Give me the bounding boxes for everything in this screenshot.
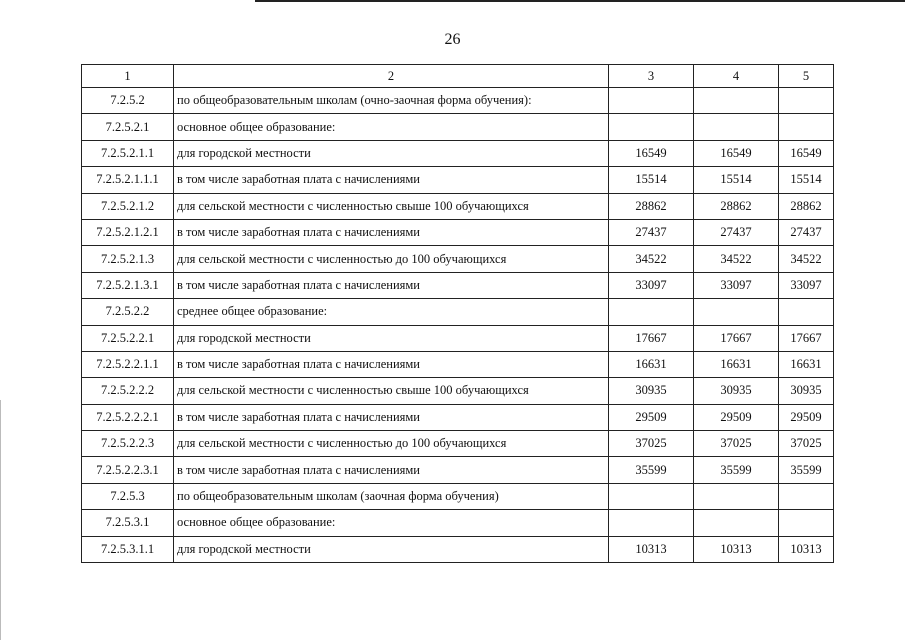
row-value-col3-cell	[609, 299, 694, 325]
column-header-4: 4	[694, 65, 779, 88]
row-code-cell: 7.2.5.2.1.1	[82, 140, 174, 166]
row-code-cell: 7.2.5.2.2.1.1	[82, 351, 174, 377]
row-description-cell: в том числе заработная плата с начислениями	[174, 167, 609, 193]
table-row	[82, 193, 834, 219]
row-description-cell: основное общее образование:	[174, 114, 609, 140]
row-description-cell: по общеобразовательным школам (заочная форма обучения)	[174, 483, 609, 509]
row-value-col5-cell: 10313	[779, 536, 834, 562]
row-code-cell: 7.2.5.2.1.2	[82, 193, 174, 219]
row-description-cell: в том числе заработная плата с начислениями	[174, 404, 609, 430]
table-row	[82, 272, 834, 298]
row-value-col4-cell	[694, 88, 779, 114]
row-value-col4-cell: 34522	[694, 246, 779, 272]
row-value-col3-cell: 16549	[609, 140, 694, 166]
row-value-col4-cell: 27437	[694, 219, 779, 245]
row-value-col4-cell: 37025	[694, 431, 779, 457]
table-row	[82, 351, 834, 377]
row-code-cell: 7.2.5.2.2.2.1	[82, 404, 174, 430]
row-value-col5-cell: 15514	[779, 167, 834, 193]
row-description-cell: в том числе заработная плата с начислениями	[174, 272, 609, 298]
row-value-col5-cell: 28862	[779, 193, 834, 219]
table-row	[82, 404, 834, 430]
row-value-col5-cell: 29509	[779, 404, 834, 430]
row-description-cell: по общеобразовательным школам (очно-заочная форма обучения):	[174, 88, 609, 114]
row-description-cell: в том числе заработная плата с начислениями	[174, 219, 609, 245]
row-description-cell: среднее общее образование:	[174, 299, 609, 325]
row-value-col4-cell: 33097	[694, 272, 779, 298]
norms-table	[81, 64, 834, 563]
row-value-col4-cell: 17667	[694, 325, 779, 351]
row-value-col5-cell	[779, 510, 834, 536]
row-value-col3-cell: 10313	[609, 536, 694, 562]
row-value-col4-cell	[694, 299, 779, 325]
row-description-cell: для сельской местности с численностью свыше 100 обучающихся	[174, 378, 609, 404]
row-value-col3-cell	[609, 510, 694, 536]
table-row	[82, 483, 834, 509]
row-value-col5-cell: 16631	[779, 351, 834, 377]
row-description-cell: основное общее образование:	[174, 510, 609, 536]
column-header-3: 3	[609, 65, 694, 88]
norms-table-body	[82, 65, 834, 563]
table-row	[82, 140, 834, 166]
page-number: 26	[444, 31, 461, 48]
table-row	[82, 536, 834, 562]
column-header-5: 5	[779, 65, 834, 88]
table-row	[82, 88, 834, 114]
row-code-cell: 7.2.5.3	[82, 483, 174, 509]
row-value-col3-cell: 16631	[609, 351, 694, 377]
table-row	[82, 325, 834, 351]
row-value-col4-cell: 35599	[694, 457, 779, 483]
row-value-col3-cell: 29509	[609, 404, 694, 430]
table-row	[82, 219, 834, 245]
row-description-cell: в том числе заработная плата с начислениями	[174, 351, 609, 377]
row-value-col5-cell	[779, 88, 834, 114]
table-row	[82, 510, 834, 536]
row-description-cell: в том числе заработная плата с начислениями	[174, 457, 609, 483]
row-value-col5-cell: 27437	[779, 219, 834, 245]
row-value-col3-cell: 27437	[609, 219, 694, 245]
table-row	[82, 114, 834, 140]
row-value-col4-cell: 16631	[694, 351, 779, 377]
row-code-cell: 7.2.5.2.2.3.1	[82, 457, 174, 483]
row-description-cell: для сельской местности с численностью до 100 обучающихся	[174, 431, 609, 457]
row-code-cell: 7.2.5.3.1.1	[82, 536, 174, 562]
scan-edge-mark	[0, 400, 1, 640]
row-value-col3-cell: 34522	[609, 246, 694, 272]
row-value-col4-cell: 28862	[694, 193, 779, 219]
row-value-col4-cell: 10313	[694, 536, 779, 562]
row-code-cell: 7.2.5.3.1	[82, 510, 174, 536]
row-value-col5-cell: 34522	[779, 246, 834, 272]
row-value-col3-cell	[609, 483, 694, 509]
row-value-col5-cell: 17667	[779, 325, 834, 351]
row-description-cell: для городской местности	[174, 140, 609, 166]
row-code-cell: 7.2.5.2.2.2	[82, 378, 174, 404]
table-row	[82, 431, 834, 457]
row-value-col3-cell: 35599	[609, 457, 694, 483]
row-value-col3-cell: 15514	[609, 167, 694, 193]
column-header-1: 1	[82, 65, 174, 88]
row-value-col4-cell: 15514	[694, 167, 779, 193]
row-value-col5-cell	[779, 299, 834, 325]
row-description-cell: для городской местности	[174, 536, 609, 562]
row-value-col5-cell: 16549	[779, 140, 834, 166]
row-code-cell: 7.2.5.2.2.1	[82, 325, 174, 351]
row-code-cell: 7.2.5.2.1.1.1	[82, 167, 174, 193]
row-value-col4-cell	[694, 483, 779, 509]
row-code-cell: 7.2.5.2	[82, 88, 174, 114]
top-rule	[255, 0, 905, 2]
row-value-col3-cell: 28862	[609, 193, 694, 219]
row-value-col4-cell	[694, 510, 779, 536]
row-value-col3-cell: 33097	[609, 272, 694, 298]
row-value-col3-cell: 17667	[609, 325, 694, 351]
table-header-row	[82, 65, 834, 88]
table-row	[82, 378, 834, 404]
row-value-col5-cell	[779, 114, 834, 140]
row-value-col3-cell	[609, 114, 694, 140]
row-code-cell: 7.2.5.2.1.3	[82, 246, 174, 272]
row-value-col3-cell	[609, 88, 694, 114]
row-value-col5-cell: 33097	[779, 272, 834, 298]
table-row	[82, 167, 834, 193]
row-value-col3-cell: 37025	[609, 431, 694, 457]
row-value-col5-cell	[779, 483, 834, 509]
row-description-cell: для городской местности	[174, 325, 609, 351]
row-value-col5-cell: 37025	[779, 431, 834, 457]
row-code-cell: 7.2.5.2.1.2.1	[82, 219, 174, 245]
table-row	[82, 299, 834, 325]
row-description-cell: для сельской местности с численностью свыше 100 обучающихся	[174, 193, 609, 219]
row-description-cell: для сельской местности с численностью до 100 обучающихся	[174, 246, 609, 272]
table-row	[82, 246, 834, 272]
row-code-cell: 7.2.5.2.1.3.1	[82, 272, 174, 298]
row-value-col5-cell: 30935	[779, 378, 834, 404]
table-row	[82, 457, 834, 483]
row-value-col4-cell: 30935	[694, 378, 779, 404]
row-value-col4-cell: 29509	[694, 404, 779, 430]
row-value-col4-cell: 16549	[694, 140, 779, 166]
row-code-cell: 7.2.5.2.2.3	[82, 431, 174, 457]
row-value-col4-cell	[694, 114, 779, 140]
row-code-cell: 7.2.5.2.2	[82, 299, 174, 325]
row-value-col3-cell: 30935	[609, 378, 694, 404]
row-value-col5-cell: 35599	[779, 457, 834, 483]
row-code-cell: 7.2.5.2.1	[82, 114, 174, 140]
column-header-2: 2	[174, 65, 609, 88]
